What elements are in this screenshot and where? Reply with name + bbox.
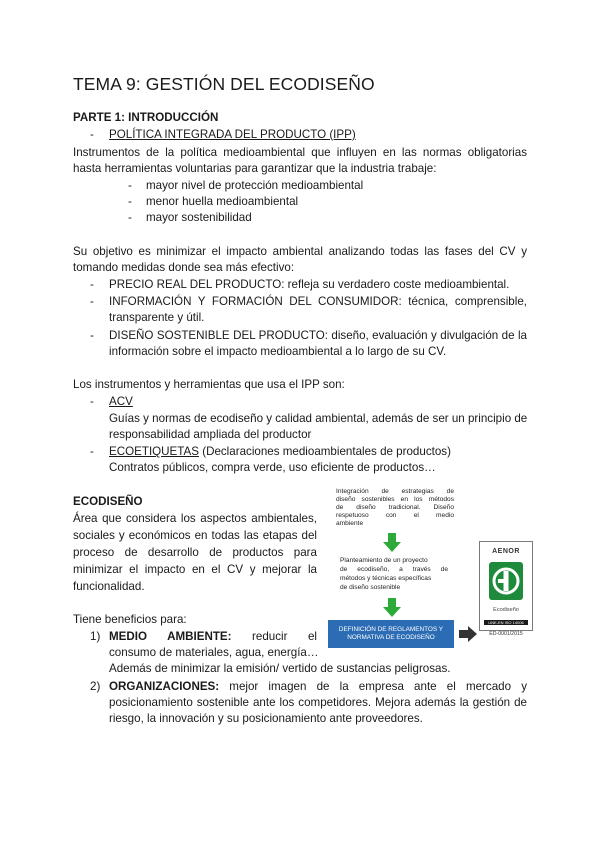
- goal-item: mayor nivel de protección medioambiental: [146, 179, 364, 192]
- ecodesign-seal-icon: [488, 561, 524, 601]
- intro-line: hasta herramientas voluntarias para garantizar que la industria trabaje:: [73, 162, 437, 175]
- certificate-label: Ecodiseño: [493, 607, 519, 613]
- down-arrow-icon: [382, 533, 402, 553]
- goal-item: menor huella medioambiental: [146, 195, 299, 208]
- diagram-regulation-box: [328, 620, 454, 648]
- benefits-intro: Tiene beneficios para:: [73, 613, 187, 626]
- diagram-step3-line: DEFINICIÓN DE REGLAMENTOS Y: [338, 626, 444, 633]
- benefit-label: MEDIO AMBIENTE:: [109, 630, 232, 643]
- benefit-line: posicionamiento sostenible ante los competidores. Mejora además la gestión de: [109, 696, 527, 709]
- aenor-brand: AENOR: [492, 548, 520, 555]
- bullet-dash: -: [90, 278, 94, 291]
- benefit-text: reducir el: [231, 630, 317, 643]
- measure-line: PRECIO REAL DEL PRODUCTO: refleja su verdadero coste medioambiental.: [109, 278, 510, 291]
- benefit-line: riesgo, la innovación y su posicionamiento ante proveedores.: [109, 712, 423, 725]
- benefit-line: Además de minimizar la emisión/ vertido de sustancias peligrosas.: [109, 662, 451, 675]
- ecolabel-line2: Contratos públicos, compra verde, uso eficiente de productos…: [109, 461, 436, 474]
- measure-line: información sobre el impacto medioambiental a lo largo de su CV.: [109, 345, 447, 358]
- acv-line: responsabilidad ampliada del productor: [109, 428, 312, 441]
- certificate-code: ED-0001/2015: [489, 631, 523, 637]
- measure-line: INFORMACIÓN Y FORMACIÓN DEL CONSUMIDOR: técnica, comprensible,: [109, 295, 527, 308]
- benefit-label: ORGANIZACIONES:: [109, 680, 220, 693]
- measure-line: transparente y útil.: [109, 311, 205, 324]
- ecodesign-def-line: sociales y económicos en todas las etapas del: [73, 529, 317, 542]
- diagram-step2-line: de ecodiseño, a través de: [340, 566, 448, 573]
- diagram-step1-line: diseño sostenibles en los métodos: [336, 496, 454, 503]
- page-title: TEMA 9: GESTIÓN DEL ECODISEÑO: [73, 74, 375, 94]
- bullet-dash: -: [128, 195, 132, 208]
- ecodesign-def-line: proceso de desarrollo de productos para: [73, 546, 317, 559]
- ecodesign-heading: ECODISEÑO: [73, 495, 143, 508]
- aenor-certificate: [479, 541, 533, 631]
- diagram-step2-line: Planteamiento de un proyecto: [340, 557, 428, 564]
- diagram-step2-line: métodos y técnicas específicas: [340, 575, 432, 582]
- bullet-dash: -: [90, 128, 94, 141]
- measure-line: DISEÑO SOSTENIBLE DEL PRODUCTO: diseño, evaluación y divulgación de la: [109, 329, 527, 342]
- acv-label: ACV: [109, 395, 133, 408]
- objective-line: tomando medidas donde sea más efectivo:: [73, 261, 295, 274]
- diagram-step1-line: respetuoso con el medio: [336, 512, 454, 519]
- bullet-dash: -: [128, 211, 132, 224]
- tools-intro: Los instrumentos y herramientas que usa el IPP son:: [73, 378, 345, 391]
- bullet-dash: -: [128, 179, 132, 192]
- benefit-text: mejor imagen de la empresa ante el mercado y: [219, 680, 527, 693]
- diagram-step1-line: de diseño tradicional. Diseño: [336, 504, 454, 511]
- acv-line: Guías y normas de ecodiseño y calidad ambiental, además de ser un principio de: [109, 412, 528, 425]
- benefit-line: consumo de materiales, agua, energía…: [109, 646, 319, 659]
- diagram-step3-line: NORMATIVA DE ECODISEÑO: [347, 634, 435, 641]
- part1-heading: PARTE 1: INTRODUCCIÓN: [73, 111, 219, 124]
- ecolabel-line: [109, 444, 451, 460]
- ecodesign-def-line: Área que considera los aspectos ambientales,: [73, 512, 317, 525]
- ecodesign-def-line: funcionalidad.: [73, 580, 145, 593]
- benefit-number: 2): [90, 680, 101, 693]
- ecodesign-def-line: minimizar el impacto en el CV y mejorar la: [73, 563, 317, 576]
- bullet-dash: -: [90, 329, 94, 342]
- intro-line: Instrumentos de la política medioambiental que influyen en las normas obligatorias: [73, 146, 527, 159]
- benefit-number: 1): [90, 630, 101, 643]
- bullet-dash: -: [90, 445, 94, 458]
- right-arrow-icon: [459, 626, 477, 642]
- ipp-item: POLÍTICA INTEGRADA DEL PRODUCTO (IPP): [109, 128, 356, 141]
- diagram-step1-line: ambiente: [336, 520, 364, 527]
- diagram-step1-line: Integración de estrategias de: [336, 488, 454, 495]
- bullet-dash: -: [90, 295, 94, 308]
- ecolabel-label: ECOETIQUETAS: [109, 445, 199, 458]
- benefit-line: [109, 679, 527, 695]
- objective-line: Su objetivo es minimizar el impacto ambiental analizando todas las fases del CV y: [73, 245, 527, 258]
- down-arrow-icon: [382, 598, 402, 618]
- diagram-step2-line: de diseño sostenible: [340, 584, 401, 591]
- certificate-standard: UNE-EN ISO 14006: [484, 620, 528, 625]
- benefit-line: [109, 629, 317, 645]
- ecolabel-desc: (Declaraciones medioambientales de productos): [198, 445, 451, 458]
- goal-item: mayor sostenibilidad: [146, 211, 252, 224]
- bullet-dash: -: [90, 395, 94, 408]
